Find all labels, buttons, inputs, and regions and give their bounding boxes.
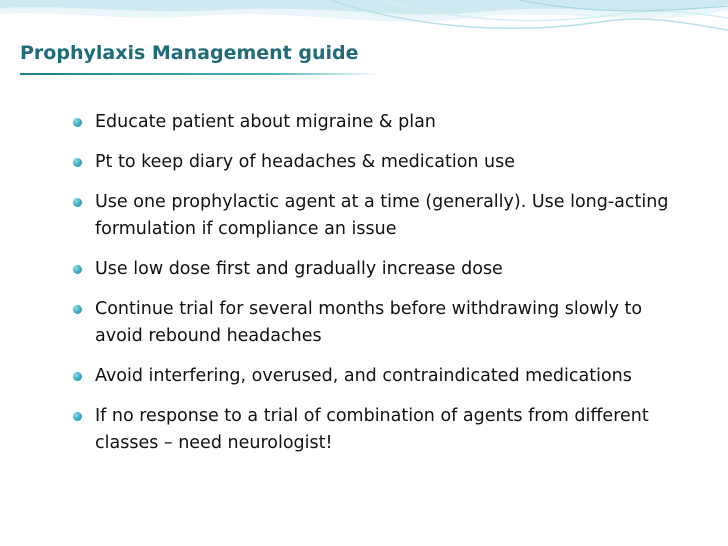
bullet-dot-icon (73, 265, 82, 274)
bullet-dot-icon (73, 412, 82, 421)
title-underline (20, 73, 380, 75)
bullet-dot-icon (73, 158, 82, 167)
bullet-item (73, 109, 673, 136)
slide-title: Prophylaxis Management guide (20, 42, 359, 64)
bullet-dot-icon (73, 198, 82, 207)
bullet-text: Use one prophylactic agent at a time (generally). Use long-acting formulation if compliance an issue (95, 192, 669, 239)
bullet-item (73, 403, 673, 457)
bullet-item (73, 149, 673, 176)
bullet-text: Avoid interfering, overused, and contraindicated medications (95, 366, 632, 386)
bullet-item (73, 296, 673, 350)
bullet-text: Pt to keep diary of headaches & medication use (95, 152, 516, 172)
bullet-dot-icon (73, 118, 82, 127)
bullet-text: If no response to a trial of combination of agents from different classes – need neurologist! (95, 406, 649, 453)
bullet-dot-icon (73, 305, 82, 314)
bullet-dot-icon (73, 372, 82, 381)
bullet-item (73, 256, 673, 283)
bullet-item (73, 363, 673, 390)
bullet-list (73, 109, 673, 470)
bullet-text: Educate patient about migraine & plan (95, 112, 436, 132)
bullet-text: Continue trial for several months before withdrawing slowly to avoid rebound headaches (95, 299, 643, 346)
bullet-item (73, 189, 673, 243)
bullet-text: Use low dose first and gradually increase dose (95, 259, 503, 279)
